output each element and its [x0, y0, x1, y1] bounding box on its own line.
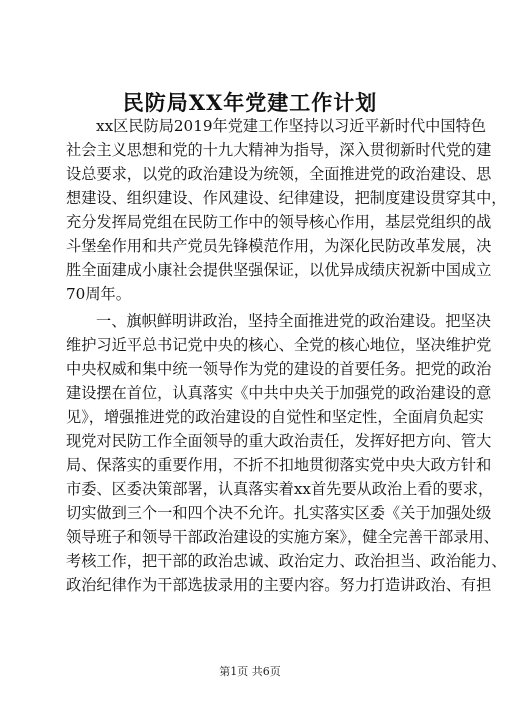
text-line: 现党对民防工作全面领导的重大政治责任，发挥好把方向、管大: [66, 432, 492, 450]
text-line: 领导班子和领导干部政治建设的实施方案》，健全完善干部录用、: [66, 528, 499, 546]
text-line: xx区民防局2019年党建工作坚持以习近平新时代中国特色: [96, 117, 486, 135]
text-line: 见》，增强推进党的政治建设的自觉性和坚定性，全面肩负起实: [66, 408, 484, 426]
text-line: 维护习近平总书记党中央的核心、全党的核心地位，坚决维护党: [66, 336, 492, 354]
text-line: 切实做到三个一和四个决不允许。扎实落实区委《关于加强处级: [66, 504, 492, 522]
page-footer: 第1页 共6页: [219, 665, 281, 678]
text-line: 设总要求，以党的政治建设为统领，全面推进党的政治建设、思: [66, 165, 492, 183]
text-line: 中央权威和集中统一领导作为党的建设的首要任务。把党的政治: [66, 360, 492, 378]
text-line: 想建设、组织建设、作风建设、纪律建设，把制度建设贯穿其中，: [66, 189, 506, 207]
text-line: 考核工作，把干部的政治忠诚、政治定力、政治担当、政治能力、: [66, 552, 506, 570]
text-line: 一、旗帜鲜明讲政治，坚持全面推进党的政治建设。把坚决: [96, 312, 491, 330]
text-line: 政治纪律作为干部选拔录用的主要内容。努力打造讲政治、有担: [66, 576, 492, 594]
paragraph-section-1: [66, 309, 506, 597]
text-line: 局、保落实的重要作用，不折不扣地贯彻落实党中央大政方针和: [66, 456, 492, 474]
text-line: 建设摆在首位，认真落实《中共中央关于加强党的政治建设的意: [66, 384, 492, 402]
text-line: 斗堡垒作用和共产党员先锋模范作用，为深化民防改革发展，决: [66, 237, 492, 255]
text-line: 70周年。: [66, 285, 131, 303]
paragraph-intro: [66, 114, 506, 306]
text-line: 充分发挥局党组在民防工作中的领导核心作用，基层党组织的战: [66, 213, 492, 231]
text-line: 市委、区委决策部署，认真落实着xx首先要从政治上看的要求，: [66, 480, 494, 498]
text-line: 社会主义思想和党的十九大精神为指导，深入贯彻新时代党的建: [66, 141, 492, 159]
document-body: [66, 114, 506, 597]
document-title: 民防局XX年党建工作计划: [122, 90, 378, 115]
text-line: 胜全面建成小康社会提供坚强保证，以优异成绩庆祝新中国成立: [66, 261, 492, 279]
